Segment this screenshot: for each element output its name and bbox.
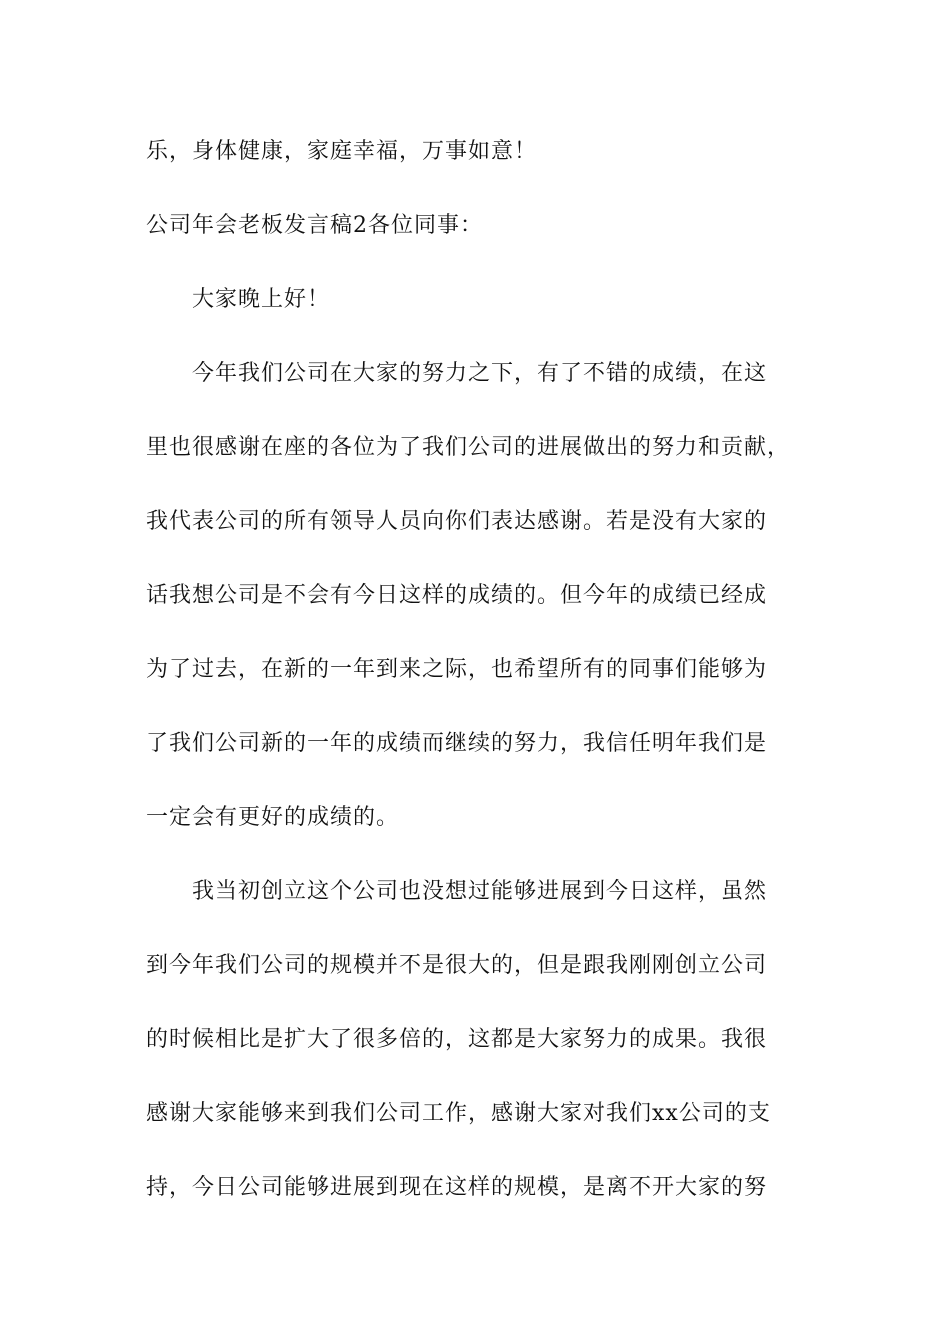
text-line: 为了过去，在新的一年到来之际，也希望所有的同事们能够为 — [146, 657, 768, 682]
text-line: 乐，身体健康，家庭幸福，万事如意！ — [146, 139, 538, 164]
text-line: 话我想公司是不会有今日这样的成绩的。但今年的成绩已经成 — [146, 583, 768, 608]
text-line: 持，今日公司能够进展到现在这样的规模，是离不开大家的努 — [146, 1175, 768, 1200]
text-line: 今年我们公司在大家的努力之下，有了不错的成绩，在这 — [192, 361, 768, 386]
text-line: 感谢大家能够来到我们公司工作，感谢大家对我们xx公司的支 — [146, 1101, 771, 1126]
text-line: 了我们公司新的一年的成绩而继续的努力，我信任明年我们是 — [146, 731, 768, 756]
text-line: 里也很感谢在座的各位为了我们公司的进展做出的努力和贡献， — [146, 435, 791, 460]
text-line: 公司年会老板发言稿2各位同事： — [146, 213, 483, 238]
text-line: 一定会有更好的成绩的。 — [146, 805, 400, 830]
text-line: 到今年我们公司的规模并不是很大的，但是跟我刚刚创立公司 — [146, 953, 768, 978]
text-line: 大家晚上好！ — [192, 287, 331, 312]
text-line: 我当初创立这个公司也没想过能够进展到今日这样，虽然 — [192, 879, 768, 904]
text-line: 的时候相比是扩大了很多倍的，这都是大家努力的成果。我很 — [146, 1027, 768, 1052]
text-line: 我代表公司的所有领导人员向你们表达感谢。若是没有大家的 — [146, 509, 768, 534]
